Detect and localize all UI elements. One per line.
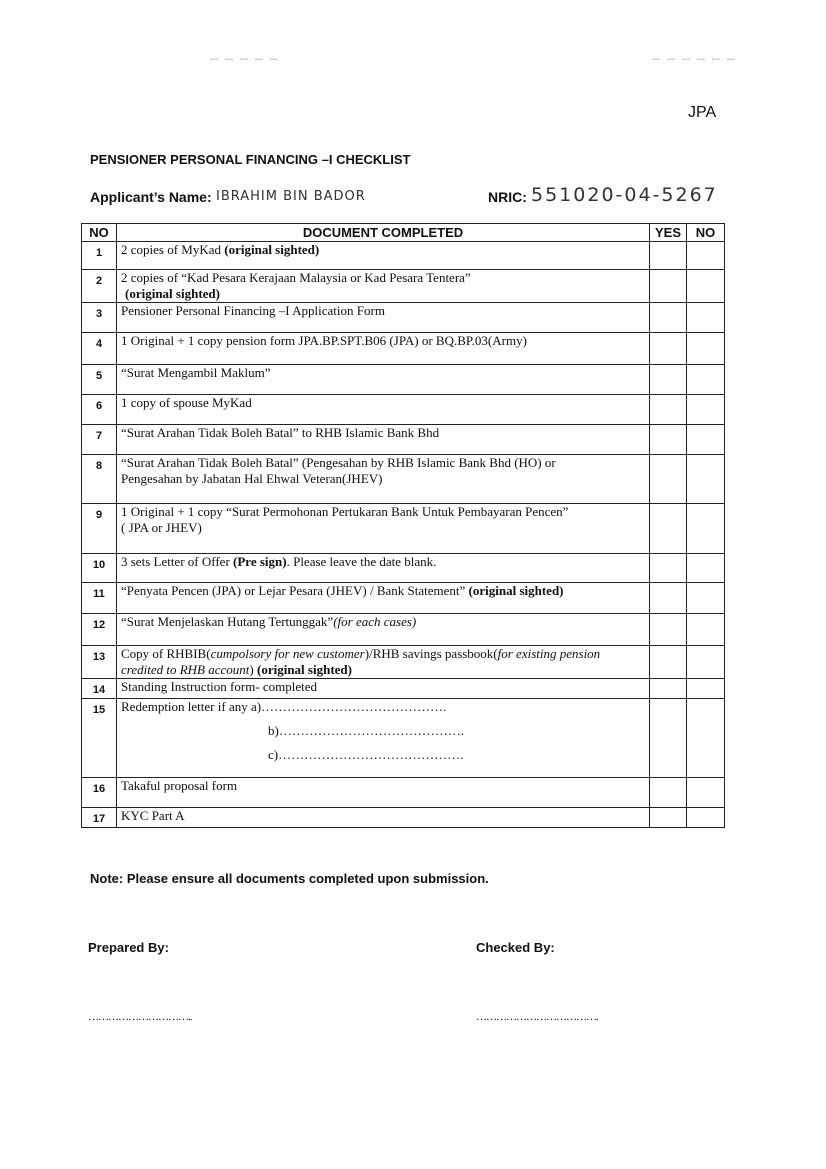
document-text: “Surat Mengambil Maklum” <box>121 365 271 380</box>
no-checkbox-cell[interactable] <box>687 614 725 646</box>
row-number: 15 <box>82 699 117 778</box>
checked-by-label: Checked By: <box>476 940 555 955</box>
yes-checkbox-cell[interactable] <box>650 808 687 828</box>
document-description <box>117 333 650 365</box>
row-number: 14 <box>82 679 117 699</box>
document-text: (original sighted) <box>125 286 220 301</box>
document-text: Pengesahan by Jabatan Hal Ehwal Veteran(JHEV) <box>121 471 383 486</box>
no-checkbox-cell[interactable] <box>687 270 725 303</box>
row-number: 7 <box>82 425 117 455</box>
document-text: “Surat Menjelaskan Hutang Tertunggak” <box>121 614 334 629</box>
document-text: (original sighted) <box>224 242 320 257</box>
table-row <box>82 583 725 614</box>
yes-checkbox-cell[interactable] <box>650 455 687 504</box>
document-text: . Please leave the date blank. <box>286 554 437 569</box>
document-description <box>117 303 650 333</box>
yes-checkbox-cell[interactable] <box>650 679 687 699</box>
row-number: 16 <box>82 778 117 808</box>
yes-checkbox-cell[interactable] <box>650 646 687 679</box>
document-text: (Pre sign) <box>233 554 287 569</box>
table-row <box>82 270 725 303</box>
table-row <box>82 455 725 504</box>
table-row <box>82 425 725 455</box>
table-row <box>82 333 725 365</box>
row-number: 9 <box>82 504 117 554</box>
col-header-document: DOCUMENT COMPLETED <box>117 224 650 242</box>
document-description <box>117 504 650 554</box>
yes-checkbox-cell[interactable] <box>650 242 687 270</box>
row-number: 13 <box>82 646 117 679</box>
yes-checkbox-cell[interactable] <box>650 365 687 395</box>
document-text: 3 sets Letter of Offer <box>121 554 234 569</box>
row-number: 2 <box>82 270 117 303</box>
yes-checkbox-cell[interactable] <box>650 554 687 583</box>
document-description <box>117 699 650 778</box>
row-number: 3 <box>82 303 117 333</box>
row-number: 5 <box>82 365 117 395</box>
no-checkbox-cell[interactable] <box>687 583 725 614</box>
document-description <box>117 455 650 504</box>
checked-by-signature-line[interactable]: ………………………………. <box>476 1011 598 1023</box>
document-description <box>117 554 650 583</box>
table-row <box>82 242 725 270</box>
applicant-name-label: Applicant’s Name: <box>90 189 212 205</box>
document-text: (original sighted) <box>257 662 352 677</box>
agency-code: JPA <box>688 104 717 121</box>
no-checkbox-cell[interactable] <box>687 242 725 270</box>
table-row <box>82 646 725 679</box>
no-checkbox-cell[interactable] <box>687 646 725 679</box>
row-number: 1 <box>82 242 117 270</box>
document-text: for existing pension <box>497 646 601 661</box>
col-header-no: NO <box>82 224 117 242</box>
yes-checkbox-cell[interactable] <box>650 699 687 778</box>
table-row <box>82 504 725 554</box>
nric-label: NRIC: <box>488 189 527 205</box>
no-checkbox-cell[interactable] <box>687 395 725 425</box>
redemption-letter-blank: c)……………………………………. <box>268 747 464 762</box>
prepared-by-signature-line[interactable]: ………………………….. <box>88 1011 192 1023</box>
yes-checkbox-cell[interactable] <box>650 504 687 554</box>
document-text: cumpolsory for new customer <box>210 646 365 661</box>
no-checkbox-cell[interactable] <box>687 425 725 455</box>
row-number: 8 <box>82 455 117 504</box>
document-description <box>117 395 650 425</box>
document-text: 1 Original + 1 copy pension form JPA.BP.SPT.B06 (JPA) or BQ.BP.03(Army) <box>121 333 527 348</box>
table-row <box>82 778 725 808</box>
yes-checkbox-cell[interactable] <box>650 614 687 646</box>
document-description <box>117 808 650 828</box>
document-text: (original sighted) <box>468 583 564 598</box>
yes-checkbox-cell[interactable] <box>650 270 687 303</box>
yes-checkbox-cell[interactable] <box>650 333 687 365</box>
row-number: 10 <box>82 554 117 583</box>
nric-value: 551020-04-5267 <box>531 184 718 206</box>
no-checkbox-cell[interactable] <box>687 504 725 554</box>
document-description <box>117 425 650 455</box>
table-row <box>82 365 725 395</box>
table-row <box>82 699 725 778</box>
document-description <box>117 583 650 614</box>
submission-note: Note: Please ensure all documents completed upon submission. <box>90 871 489 886</box>
no-checkbox-cell[interactable] <box>687 808 725 828</box>
document-description <box>117 365 650 395</box>
page-title: PENSIONER PERSONAL FINANCING –I CHECKLIST <box>90 152 411 167</box>
yes-checkbox-cell[interactable] <box>650 395 687 425</box>
document-description <box>117 242 650 270</box>
col-header-no-check: NO <box>687 224 725 242</box>
document-text: ( JPA or JHEV) <box>121 520 202 535</box>
document-description <box>117 646 650 679</box>
document-text: ) <box>249 662 257 677</box>
row-number: 11 <box>82 583 117 614</box>
yes-checkbox-cell[interactable] <box>650 425 687 455</box>
checklist-table <box>81 223 725 828</box>
table-header-row <box>82 224 725 242</box>
document-text: credited to RHB account <box>121 662 250 677</box>
document-description <box>117 614 650 646</box>
document-text: “Penyata Pencen (JPA) or Lejar Pesara (JHEV) / Bank Statement” <box>121 583 469 598</box>
yes-checkbox-cell[interactable] <box>650 778 687 808</box>
row-number: 4 <box>82 333 117 365</box>
table-row <box>82 808 725 828</box>
no-checkbox-cell[interactable] <box>687 554 725 583</box>
col-header-yes: YES <box>650 224 687 242</box>
table-row <box>82 554 725 583</box>
document-text: KYC Part A <box>121 808 185 823</box>
faint-header-left: ꟷ ꟷ ꟷ ꟷ ꟷ <box>210 55 280 66</box>
table-row <box>82 395 725 425</box>
document-text: (for each cases) <box>333 614 417 629</box>
no-checkbox-cell[interactable] <box>687 455 725 504</box>
table-row <box>82 303 725 333</box>
document-text: Redemption letter if any a)……………………………………. <box>121 699 447 714</box>
yes-checkbox-cell[interactable] <box>650 303 687 333</box>
document-description <box>117 679 650 699</box>
document-text: “Surat Arahan Tidak Boleh Batal” (Pengesahan by RHB Islamic Bank Bhd (HO) or <box>121 455 556 470</box>
document-text: )/RHB savings passbook( <box>364 646 498 661</box>
yes-checkbox-cell[interactable] <box>650 583 687 614</box>
document-text: Standing Instruction form- completed <box>121 679 318 694</box>
no-checkbox-cell[interactable] <box>687 365 725 395</box>
document-text: Pensioner Personal Financing –I Application Form <box>121 303 385 318</box>
table-row <box>82 614 725 646</box>
table-row <box>82 679 725 699</box>
no-checkbox-cell[interactable] <box>687 333 725 365</box>
faint-header-right: ꟷ ꟷ ꟷ ꟷ ꟷ ꟷ <box>652 55 737 66</box>
applicant-name-value: IBRAHIM BIN BADOR <box>216 189 366 204</box>
row-number: 17 <box>82 808 117 828</box>
document-text: 1 copy of spouse MyKad <box>121 395 252 410</box>
document-description <box>117 778 650 808</box>
document-text: 2 copies of MyKad <box>121 242 225 257</box>
document-text: “Surat Arahan Tidak Boleh Batal” to RHB Islamic Bank Bhd <box>121 425 440 440</box>
prepared-by-label: Prepared By: <box>88 940 169 955</box>
document-text: 2 copies of “Kad Pesara Kerajaan Malaysia or Kad Pesara Tentera” <box>121 270 471 285</box>
document-text: Takaful proposal form <box>121 778 238 793</box>
no-checkbox-cell[interactable] <box>687 778 725 808</box>
row-number: 6 <box>82 395 117 425</box>
document-text: Copy of RHBIB( <box>121 646 211 661</box>
no-checkbox-cell[interactable] <box>687 303 725 333</box>
document-text: 1 Original + 1 copy “Surat Permohonan Pertukaran Bank Untuk Pembayaran Pencen” <box>121 504 569 519</box>
redemption-letter-blank: b)……………………………………. <box>268 723 465 738</box>
no-checkbox-cell[interactable] <box>687 679 725 699</box>
document-description <box>117 270 650 303</box>
no-checkbox-cell[interactable] <box>687 699 725 778</box>
row-number: 12 <box>82 614 117 646</box>
